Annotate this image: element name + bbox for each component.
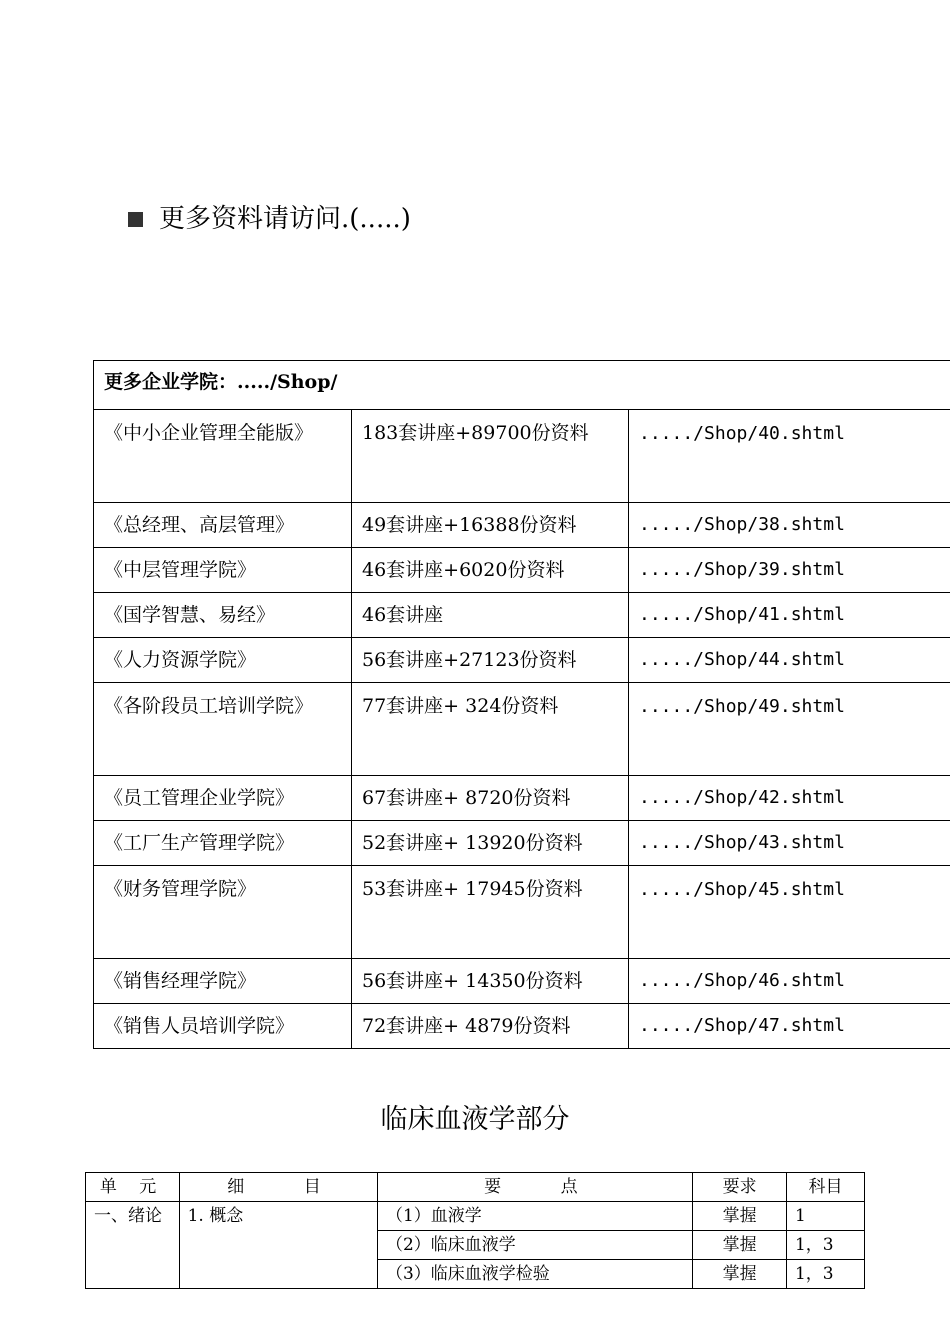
- academy-content: 67套讲座+ 8720份资料: [352, 776, 629, 821]
- academy-link[interactable]: ...../Shop/49.shtml: [629, 683, 950, 776]
- academy-name: 《各阶段员工培训学院》: [94, 683, 352, 776]
- point-cell: （2）临床血液学: [377, 1231, 692, 1260]
- subject-cell: 1: [786, 1202, 864, 1231]
- notice-line: [128, 200, 411, 238]
- notice-text[interactable]: 更多资料请访问.(.....): [159, 204, 411, 234]
- point-cell: （3）临床血液学检验: [377, 1260, 692, 1289]
- academy-name: 《工厂生产管理学院》: [94, 821, 352, 866]
- academy-name: 《总经理、高层管理》: [94, 503, 352, 548]
- academy-link[interactable]: ...../Shop/43.shtml: [629, 821, 950, 866]
- requirement-cell: 掌握: [693, 1231, 787, 1260]
- academy-link[interactable]: ...../Shop/45.shtml: [629, 866, 950, 959]
- academy-row: [94, 1004, 950, 1049]
- academy-row: [94, 776, 950, 821]
- academy-content: 46套讲座+6020份资料: [352, 548, 629, 593]
- academy-row: [94, 821, 950, 866]
- academy-content: 77套讲座+ 324份资料: [352, 683, 629, 776]
- academy-row: [94, 548, 950, 593]
- academy-name: 《销售经理学院》: [94, 959, 352, 1004]
- academy-table: [93, 360, 950, 1049]
- academy-name: 《中小企业管理全能版》: [94, 410, 352, 503]
- academy-content: 72套讲座+ 4879份资料: [352, 1004, 629, 1049]
- academy-name: 《中层管理学院》: [94, 548, 352, 593]
- academy-link[interactable]: ...../Shop/44.shtml: [629, 638, 950, 683]
- academy-content: 56套讲座+27123份资料: [352, 638, 629, 683]
- academy-header[interactable]: 更多企业学院：...../Shop/: [94, 361, 950, 410]
- academy-name: 《人力资源学院》: [94, 638, 352, 683]
- academy-row: [94, 593, 950, 638]
- academy-content: 52套讲座+ 13920份资料: [352, 821, 629, 866]
- section-title: 临床血液学部分: [380, 1104, 570, 1135]
- syllabus-header-row: [86, 1173, 865, 1202]
- unit-cell: 一、绪论: [86, 1202, 180, 1289]
- academy-link[interactable]: ...../Shop/38.shtml: [629, 503, 950, 548]
- point-cell: （1）血液学: [377, 1202, 692, 1231]
- academy-content: 49套讲座+16388份资料: [352, 503, 629, 548]
- academy-link[interactable]: ...../Shop/46.shtml: [629, 959, 950, 1004]
- square-bullet-icon: [128, 212, 143, 227]
- item-cell: 1. 概念: [179, 1202, 377, 1289]
- academy-link[interactable]: ...../Shop/41.shtml: [629, 593, 950, 638]
- academy-row: [94, 410, 950, 503]
- academy-name: 《销售人员培训学院》: [94, 1004, 352, 1049]
- academy-link[interactable]: ...../Shop/39.shtml: [629, 548, 950, 593]
- syllabus-table: [85, 1172, 865, 1289]
- subject-cell: 1，3: [786, 1260, 864, 1289]
- academy-name: 《国学智慧、易经》: [94, 593, 352, 638]
- academy-row: [94, 866, 950, 959]
- academy-name: 《财务管理学院》: [94, 866, 352, 959]
- requirement-cell: 掌握: [693, 1260, 787, 1289]
- academy-content: 56套讲座+ 14350份资料: [352, 959, 629, 1004]
- requirement-cell: 掌握: [693, 1202, 787, 1231]
- subject-cell: 1，3: [786, 1231, 864, 1260]
- academy-content: 183套讲座+89700份资料: [352, 410, 629, 503]
- header-subject: 科目: [786, 1173, 864, 1202]
- academy-content: 53套讲座+ 17945份资料: [352, 866, 629, 959]
- academy-content: 46套讲座: [352, 593, 629, 638]
- academy-row: [94, 959, 950, 1004]
- academy-header-row: [94, 361, 950, 410]
- academy-link[interactable]: ...../Shop/47.shtml: [629, 1004, 950, 1049]
- academy-name: 《员工管理企业学院》: [94, 776, 352, 821]
- academy-row: [94, 638, 950, 683]
- academy-link[interactable]: ...../Shop/40.shtml: [629, 410, 950, 503]
- academy-row: [94, 503, 950, 548]
- header-unit: 单 元: [86, 1173, 180, 1202]
- header-item: 细 目: [179, 1173, 377, 1202]
- academy-row: [94, 683, 950, 776]
- header-requirement: 要求: [693, 1173, 787, 1202]
- header-points: 要 点: [377, 1173, 692, 1202]
- syllabus-row: [86, 1202, 865, 1231]
- academy-link[interactable]: ...../Shop/42.shtml: [629, 776, 950, 821]
